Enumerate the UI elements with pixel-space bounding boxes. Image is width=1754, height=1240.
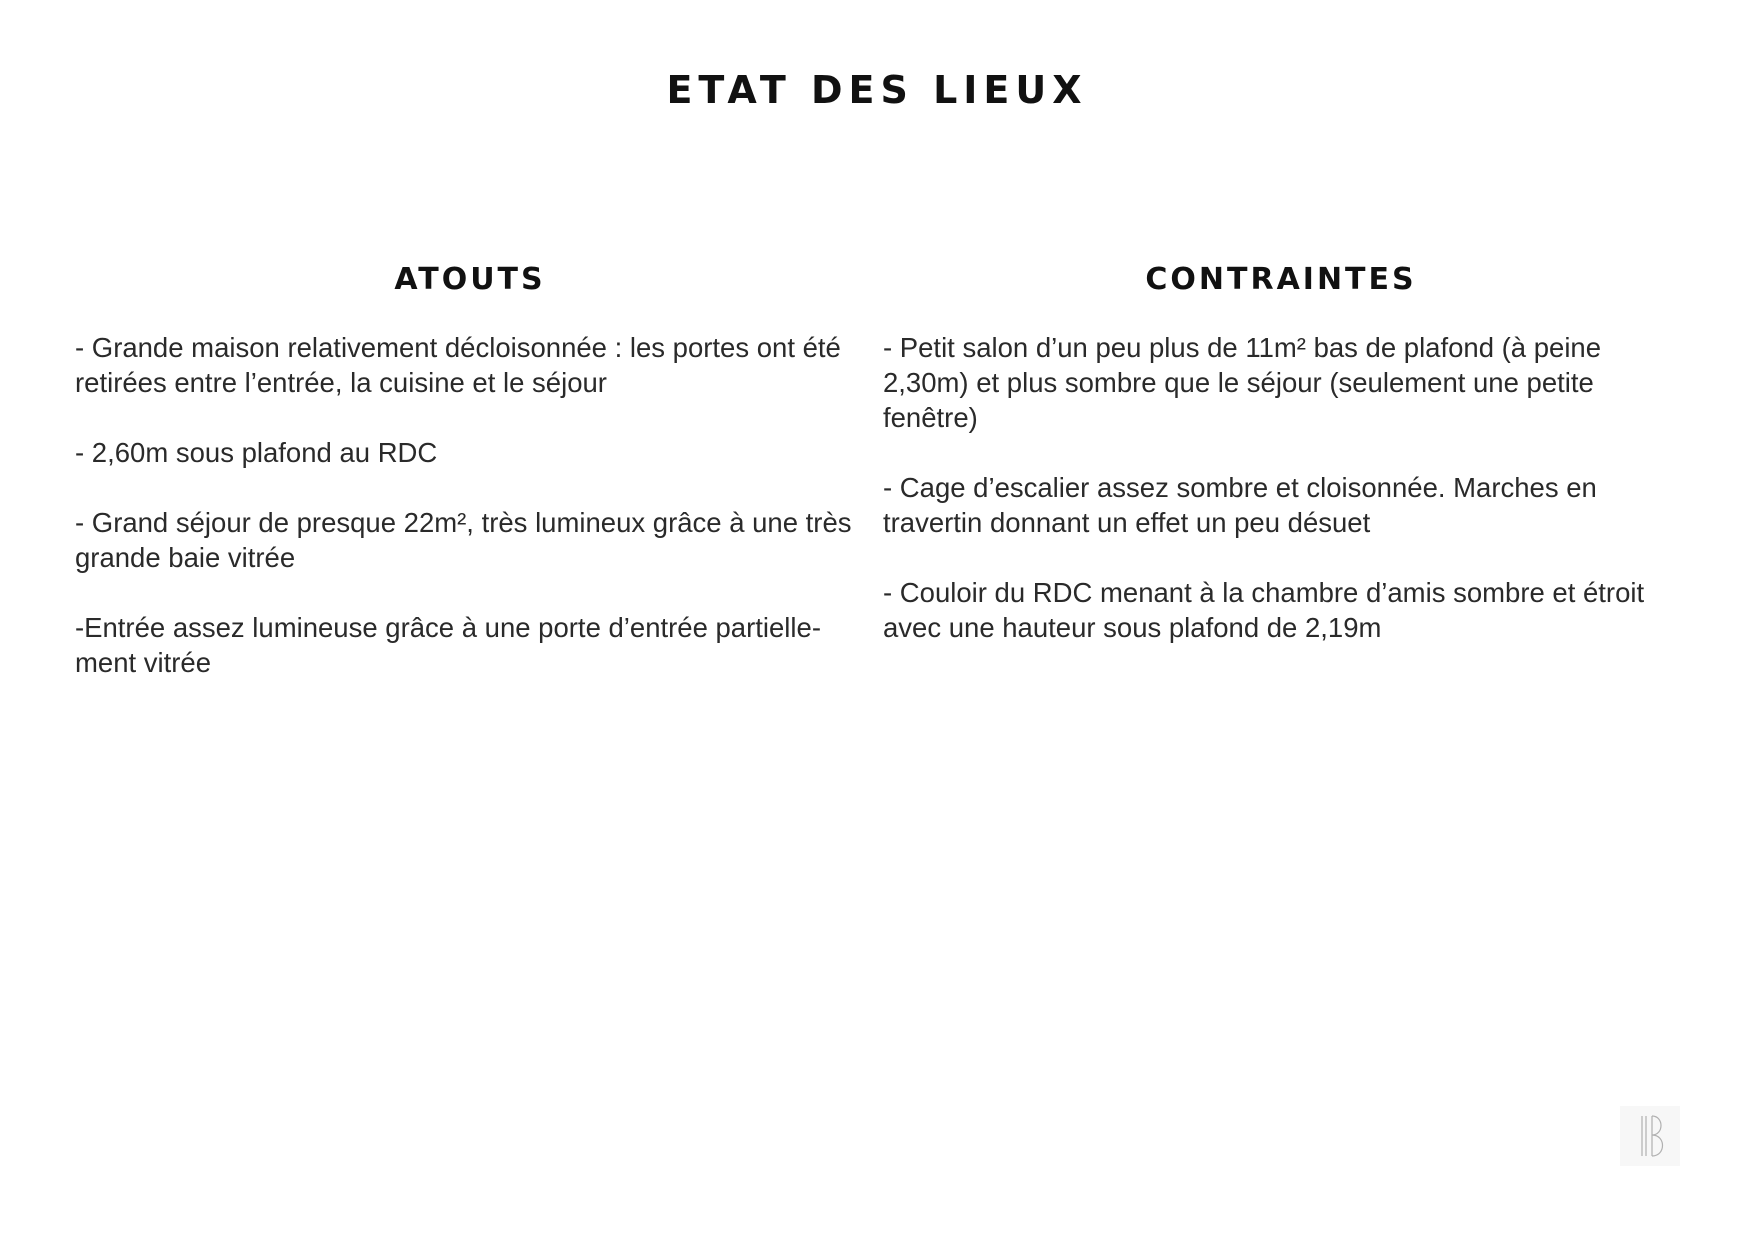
atouts-item: - 2,60m sous plafond au RDC <box>75 437 438 468</box>
contraintes-heading: CONTRAINTES <box>1145 262 1417 297</box>
ib-logo <box>1620 1106 1680 1166</box>
ib-logo-mark <box>1620 1106 1680 1166</box>
page-title: ETAT DES LIEUX <box>666 68 1088 112</box>
atouts-heading: ATOUTS <box>394 262 546 297</box>
contraintes-column <box>883 262 1679 680</box>
contraintes-item: - Couloir du RDC menant à la chambre d’amis sombre et étroit avec une hauteur sous plafond de 2,19m <box>883 577 1645 643</box>
contraintes-item: - Petit salon d’un peu plus de 11m² bas de plafond (à peine 2,30m) et plus sombre que le séjour (seulement une petite fenêtre) <box>883 332 1602 433</box>
atouts-item: - Grand séjour de presque 22m², très lumineux grâce à une très grande baie vitrée <box>75 507 852 573</box>
contraintes-item: - Cage d’escalier assez sombre et cloisonnée. Marches en travertin donnant un effet un peu désuet <box>883 472 1597 538</box>
atouts-item: - Grande maison relativement décloisonnée : les portes ont été retirées entre l’entrée, la cuisine et le séjour <box>75 332 841 398</box>
atouts-column <box>75 262 865 715</box>
atouts-item: -Entrée assez lumineuse grâce à une porte d’entrée partielle-ment vitrée <box>75 612 821 678</box>
